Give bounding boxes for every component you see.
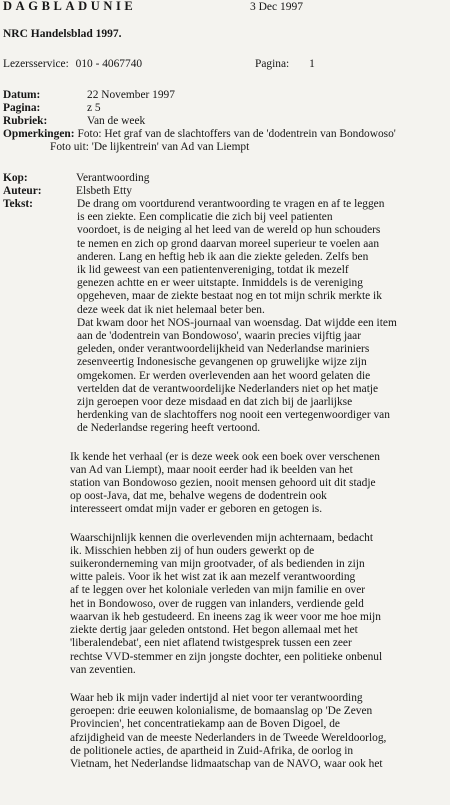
page-number <box>255 58 315 71</box>
page-number-value: 1 <box>309 58 315 70</box>
reader-service <box>3 58 142 71</box>
article-auteur <box>3 185 132 198</box>
masthead: DAGBLADUNIE <box>3 0 137 13</box>
reader-service-label: Lezersservice: <box>3 58 69 70</box>
pagina-value: z 5 <box>87 102 101 114</box>
meta-pagina <box>3 102 101 115</box>
header-date: 3 Dec 1997 <box>250 1 304 13</box>
rubriek-label: Rubriek: <box>3 115 48 127</box>
paragraph: Waarschijnlijk kennen die overlevenden mijn achternaam, bedacht ik. Misschien hebben zij of hun ouders gewerkt op de suikeronderneming van mijn grootvader, of als bedienden in zijn witte paleis. Voor ik het wist zat ik aan mezelf verantwoording af te leggen over het koloniale verleden van mijn familie en over het in Bondowoso, over de ruggen van inlanders, verdiende geld waarvan ik heb gestudeerd. En ineens zag ik weer voor me hoe mijn ziekte dertig jaar geleden ontstond. Het begon allemaal met het 'liberalendebat', een niet aflatend twistgesprek tussen een zeer rechtse VVD-stemmer en zijn jongste dochter, een politieke onbenul van zeventien. <box>70 531 383 676</box>
article-kop <box>3 172 149 185</box>
page-number-label: Pagina: <box>255 58 290 70</box>
publication-name: NRC Handelsblad 1997. <box>3 28 122 40</box>
auteur-label: Auteur: <box>3 185 42 197</box>
article-tekst <box>3 198 73 211</box>
author: Elsbeth Etty <box>76 185 132 197</box>
meta-opmerkingen-line2: Foto uit: 'De lijkentrein' van Ad van Liempt <box>50 141 250 153</box>
pagina-label: Pagina: <box>3 102 41 114</box>
opmerkingen-line1: Foto: Het graf van de slachtoffers van de 'dodentrein van Bondowoso' <box>77 128 396 140</box>
datum-value: 22 November 1997 <box>87 89 175 101</box>
paragraph: Ik kende het verhaal (er is deze week ook een boek over verschenen van Ad van Liempt), maar nooit eerder had ik beelden van het station van Bondowoso gezien, nooit mensen gehoord uit dit stadje op oost-Java, dat me, behalve wegens de dodentrein ook interesseert omdat mijn vader er geboren en getogen is. <box>70 450 380 516</box>
rubriek-value: Van de week <box>87 115 146 127</box>
opmerkingen-label: Opmerkingen: <box>3 128 75 140</box>
datum-label: Datum: <box>3 89 41 101</box>
reader-service-phone: 010 - 4067740 <box>75 58 143 70</box>
meta-datum <box>3 89 175 102</box>
tekst-label: Tekst: <box>3 198 33 210</box>
headline: Verantwoording <box>76 172 150 184</box>
kop-label: Kop: <box>3 172 28 184</box>
meta-opmerkingen <box>3 128 396 141</box>
paragraph: De drang om voortdurend verantwoording te vragen en af te leggen is een ziekte. Een complicatie die zich bij veel patienten voordoet, is de neiging al het leed van de wereld op hun schouders te nemen en zich op grond daarvan moreel superieur te voelen aan anderen. Lang en heftig heb ik aan die ziekte geleden. Zelfs ben ik lid geweest van een patientenvereniging, totdat ik mezelf genezen achtte en er weer uitstapte. Inmiddels is de vereniging opgeheven, maar de ziekte bestaat nog en tot mijn schrik merkte ik deze week dat ik niet helemaal beter ben. Dat kwam door het NOS-journaal van woensdag. Dat wijdde een item aan de 'dodentrein van Bondowoso', waarin precies vijftig jaar geleden, onder verantwoordelijkheid van Nederlandse mariniers zesenveertig Indonesische gevangenen op gruwelijke wijze zijn omgekomen. Er werden overlevenden aan het woord gelaten die vertelden dat de verantwoordelijke Nederlanders niet op het matje zijn geroepen voor deze misdaad en dat zich bij de jaarlijkse herdenking van de slachtoffers nog nooit een vertegenwoordiger van de Nederlandse regering heeft vertoond. <box>77 198 397 435</box>
paragraph: Waar heb ik mijn vader indertijd al niet voor ter verantwoording geroepen: drie eeuwen kolonialisme, de bomaanslag op 'De Zeven Provincien', het concentratiekamp aan de Boven Digoel, de afzijdigheid van de meeste Nederlanders in de Tweede Wereldoorlog, de politionele acties, de apartheid in Zuid-Afrika, de oorlog in Vietnam, het Nederlandse lidmaatschap van de NAVO, waar ook het <box>70 691 387 770</box>
article-body <box>70 198 447 786</box>
meta-rubriek <box>3 115 145 128</box>
